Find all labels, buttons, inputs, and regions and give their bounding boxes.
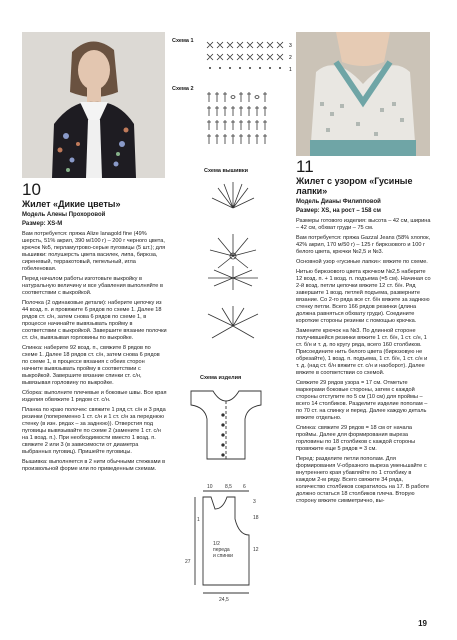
article-size: Размер: XS-M [22, 221, 63, 227]
scheme2-label: Схема 2 [172, 86, 194, 92]
legend-line: и спинки [213, 553, 233, 559]
paragraph: Спинка: свяжите 29 рядов = 18 см от начала проймы. Далее для формирования выреза горловины по 18 столбиков с каждой стороны провяжите еще 5 рядов = 3 см. [296, 425, 416, 452]
pattern-outline [203, 497, 249, 585]
dim-label: 18 [253, 515, 259, 521]
dim-label: 8,5 [225, 484, 232, 490]
right-article [296, 158, 432, 508]
row-number: 1 [289, 67, 292, 73]
dim-label: 10 [207, 484, 213, 490]
embroidery-label: Схема вышивки [204, 168, 249, 174]
photo-vest-houndstooth [296, 32, 430, 156]
paragraph: Замените крючок на №3. По длинной стороне получившейся резинки вяжите 1 ст. б/н, 1 ст. с/н, 1 ст. б/н и т. д. по кругу ряда, всего 160 столбиков. Присоедините нить белого цвета (бирюзовую не обрезайте), 1 возд. п. подъема, 1 ст. б/н, 1 ст. с/н и т. д. (над ст. б/н вяжите ст. с/н и наоборот). Далее вяжите в соответствии со схемой. [296, 328, 428, 376]
paragraph: Сборка: выполните плечевые и боковые швы. Все края изделия обвяжите 1 рядом ст. с/н. [22, 390, 167, 403]
embroidery-motifs [188, 178, 278, 368]
paragraph: Вышивка: выполняется в 2 нити обычными стежками в произвольной форме или по приведенным схемам. [22, 459, 166, 472]
paragraph: Основной узор «гусиные лапки»: вяжите по схеме. [296, 259, 428, 265]
paragraph: Размеры готового изделия: высота – 42 см, ширина – 42 см, обхват груди – 75 см. [296, 218, 431, 231]
article-title: Жилет «Дикие цветы» [22, 199, 121, 209]
paragraph: Спинка: наберите 92 возд. п., свяжите 8 рядов по схеме 1. Далее 18 рядов ст. с/н, затем снова 6 рядов по схеме 1, в процессе вязания с обеих сторон начните вывязывать пройму в соответствии с выкройкой. Завершите вязание спинки ст. с/н, вывязывая горловину по выкройке. [22, 345, 160, 386]
dim-label: 6 [243, 484, 246, 490]
garment-label: Схема изделия [200, 375, 242, 381]
article-number: 11 [296, 157, 314, 176]
article-model: Модель Алены Прохоровой [22, 212, 106, 218]
paragraph: Вам потребуется: пряжа Alize lanagold fine (49% шерсть, 51% акрил, 390 м/100 г) – 200 г черного цвета, крючок №5, перламутрово-серые пуговицы (5 шт.); для вышивки: полушерсть цвета василек, липа, бирюза, сиреневый, терракотовый, пепельный, игла гобеленовая. [22, 231, 166, 272]
article-model: Модель Дианы Филипповой [296, 199, 381, 205]
garment-schema [183, 385, 263, 605]
paragraph: Полочка (2 одинаковые детали): наберите цепочку из 44 возд. п. и провяжите 6 рядов по схеме 1. Далее 18 рядов ст. с/н, затем снова 6 рядов по схеме 1, в процессе начинайте вывязывать пройму в соответствии с выкройкой. Завершите вязание полочки ст. с/н, вывязывая горловины по выкройке. [22, 300, 167, 341]
legend-line: 1/2 [213, 541, 220, 547]
paragraph: Перед началом работы изготовьте выкройку в натуральную величину и все убавления выполняйте в соответствии с выкройкой. [22, 276, 163, 296]
left-article [22, 181, 167, 476]
dim-label: 1 [197, 517, 200, 523]
paragraph: Свяжите 29 рядов узора = 17 см. Отметьте маркерами боковые стороны, затем с каждой стороны отступите по 5 см (10 см) для проймы – всего 14 столбиков. Разделите изделие пополам – по 70 ст. на спинку и перед. Далее каждую деталь вяжите отдельно. [296, 380, 428, 421]
paragraph: Планка по краю полочек: свяжите 1 ряд ст. с/н и 3 ряда резинки (попеременно 1 ст. с/н и 1 ст. с/н за переднюю стенку (в изн. рядах – за заднюю)). Отверстия под пуговицы вывязывайте по схеме 2 (замените 1 ст. с/н на 1 возд. п.). При необходимости вместо 1 возд. п. свяжите 2 или 3 (в зависимости от диаметра выбранных пуговиц). Пришейте пуговицы. [22, 407, 166, 455]
row-number: 3 [289, 43, 292, 49]
article-number: 10 [22, 180, 41, 199]
photo-vest-wild-flowers [22, 32, 165, 178]
paragraph: Перед: разделите петли пополам. Для формирования V-образного выреза уменьшайте с внутреннего края убавляйте по 1 столбику в каждом 2-м ряду. Всего свяжите 34 ряда, количество столбиков сократилось на 17. В работе должно остаться 18 столбиков плеча. Вторую сторону вяжите симметрично, вы- [296, 456, 430, 504]
paragraph: Нитью бирюзового цвета крючком №2,5 наберите 12 возд. п. + 1 возд. п. подъема (=5 см). Начиная со 2-й возд. петли цепочки вяжите 12 ст. б/н. Ряд завершите 1 возд. петлей подъема, разверните вязание. Со 2-го ряда все ст. б/н вяжите за заднюю стенку петли. Всего 166 рядов резинки (длина должна равняться обхвату груди). Соедините короткие стороны резинки с помощью крючка. [296, 269, 431, 324]
scheme2-chart [205, 88, 285, 150]
paragraph: Вам потребуется: пряжа Gazzal Jeans (58% хлопок, 42% акрил, 170 м/50 г) – 125 г бирюзового и 100 г белого цвета, крючки №2,5 и №3. [296, 235, 431, 255]
page-number: 19 [418, 619, 427, 628]
dim-label: 27 [185, 559, 191, 565]
dim-label: 12 [253, 547, 259, 553]
row-number: 2 [289, 55, 292, 61]
scheme1-chart [205, 38, 295, 74]
article-title: Жилет с узором «Гусиные лапки» [296, 176, 413, 196]
legend-line: переда [213, 547, 230, 553]
article-size: Размер: XS, на рост – 158 см [296, 208, 381, 214]
dim-label: 3 [253, 499, 256, 505]
dim-label: 24,5 [219, 597, 229, 603]
scheme1-label: Схема 1 [172, 38, 194, 44]
